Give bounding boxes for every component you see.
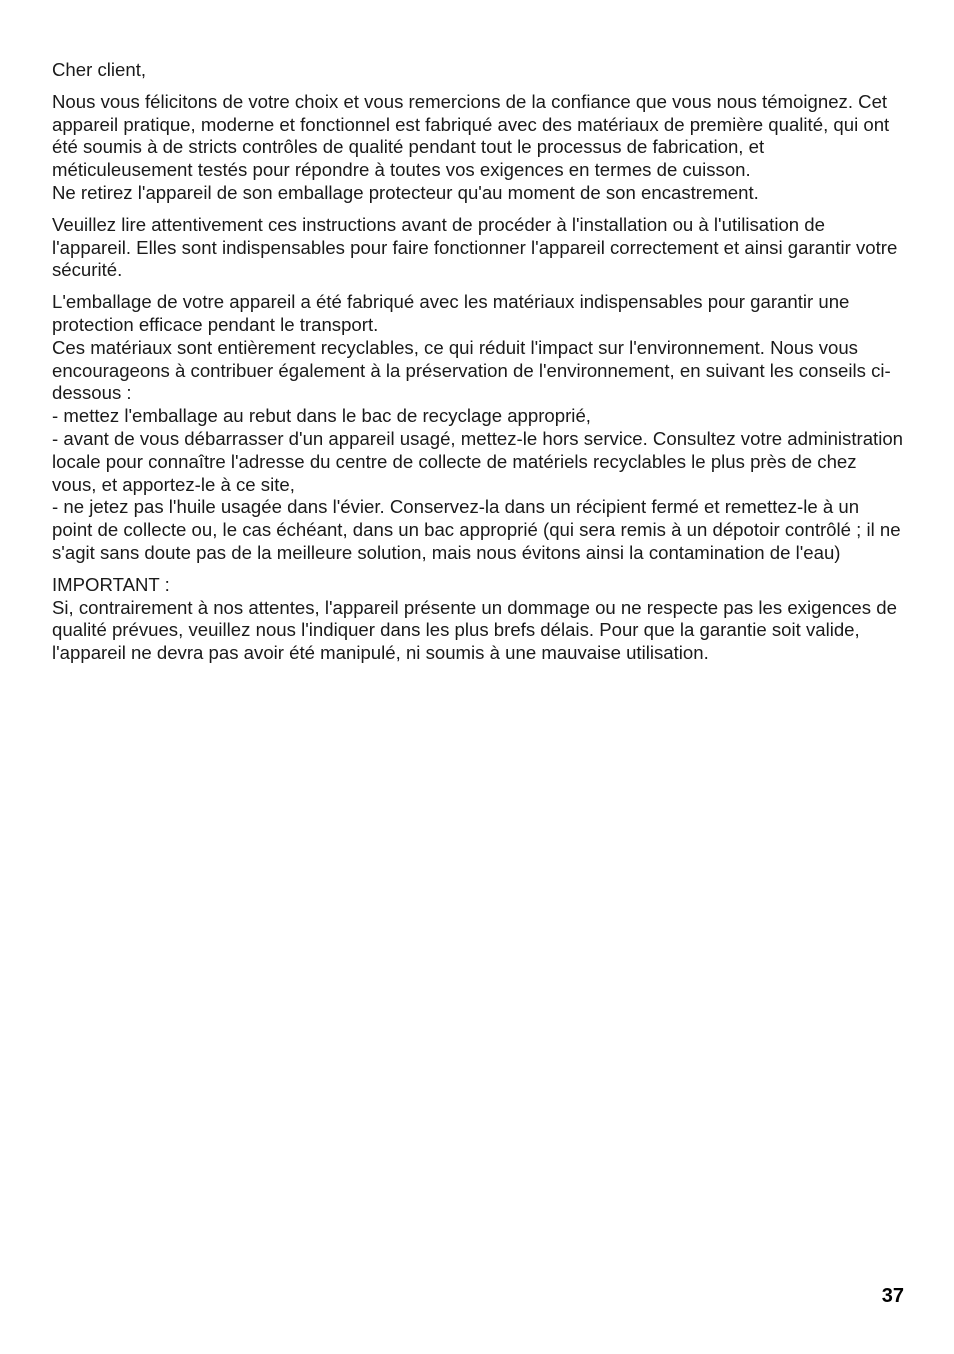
paragraph-environment: L'emballage de votre appareil a été fabriqué avec les matériaux indispensables pour garantir une protection efficace pendant le transport. Ces matériaux sont entièrement recyclables, ce qui réduit l'impact sur l'environnement. Nous vous encourageons à contribuer également à la préservation de l'environnement, en suivant les conseils ci-dessous : - mettez l'emballage au rebut dans le bac de recyclage approprié, - avant de vous débarrasser d'un appareil usagé, mettez-le hors service. Consultez votre administration locale pour connaître l'adresse du centre de collecte de matériels recyclables le plus près de chez vous, et apportez-le à ce site, - ne jetez pas l'huile usagée dans l'évier. Conservez-la dans un récipient fermé et remettez-le à un point de collecte ou, le cas échéant, dans un bac approprié (qui sera remis à un dépotoir contrôlé ; il ne s'agit sans doute pas de la meilleure solution, mais nous évitons ainsi la contamination de l'eau) — [52, 291, 904, 563]
page-number: 37 — [881, 1285, 904, 1307]
greeting: Cher client, — [52, 59, 147, 80]
document-body — [52, 59, 904, 674]
paragraph-intro: Nous vous félicitons de votre choix et vous remercions de la confiance que vous nous témoignez. Cet appareil pratique, moderne et fonctionnel est fabriqué avec des matériaux de première qualité, qui ont été soumis à de stricts contrôles de qualité pendant tout le processus de fabrication, et méticuleusement testés pour répondre à toutes vos exigences en termes de cuisson. Ne retirez l'appareil de son emballage protecteur qu'au moment de son encastrement. — [52, 90, 890, 203]
paragraph-important: IMPORTANT : Si, contrairement à nos attentes, l'appareil présente un dommage ou ne respecte pas les exigences de qualité prévues, veuillez nous l'indiquer dans les plus brefs délais. Pour que la garantie soit valide, l'appareil ne devra pas avoir été manipulé, ni soumis à une mauvaise utilisation. — [52, 573, 897, 664]
paragraph-instructions: Veuillez lire attentivement ces instructions avant de procéder à l'installation ou à l'utilisation de l'appareil. Elles sont indispensables pour faire fonctionner l'appareil correctement et ainsi garantir votre sécurité. — [52, 213, 898, 281]
